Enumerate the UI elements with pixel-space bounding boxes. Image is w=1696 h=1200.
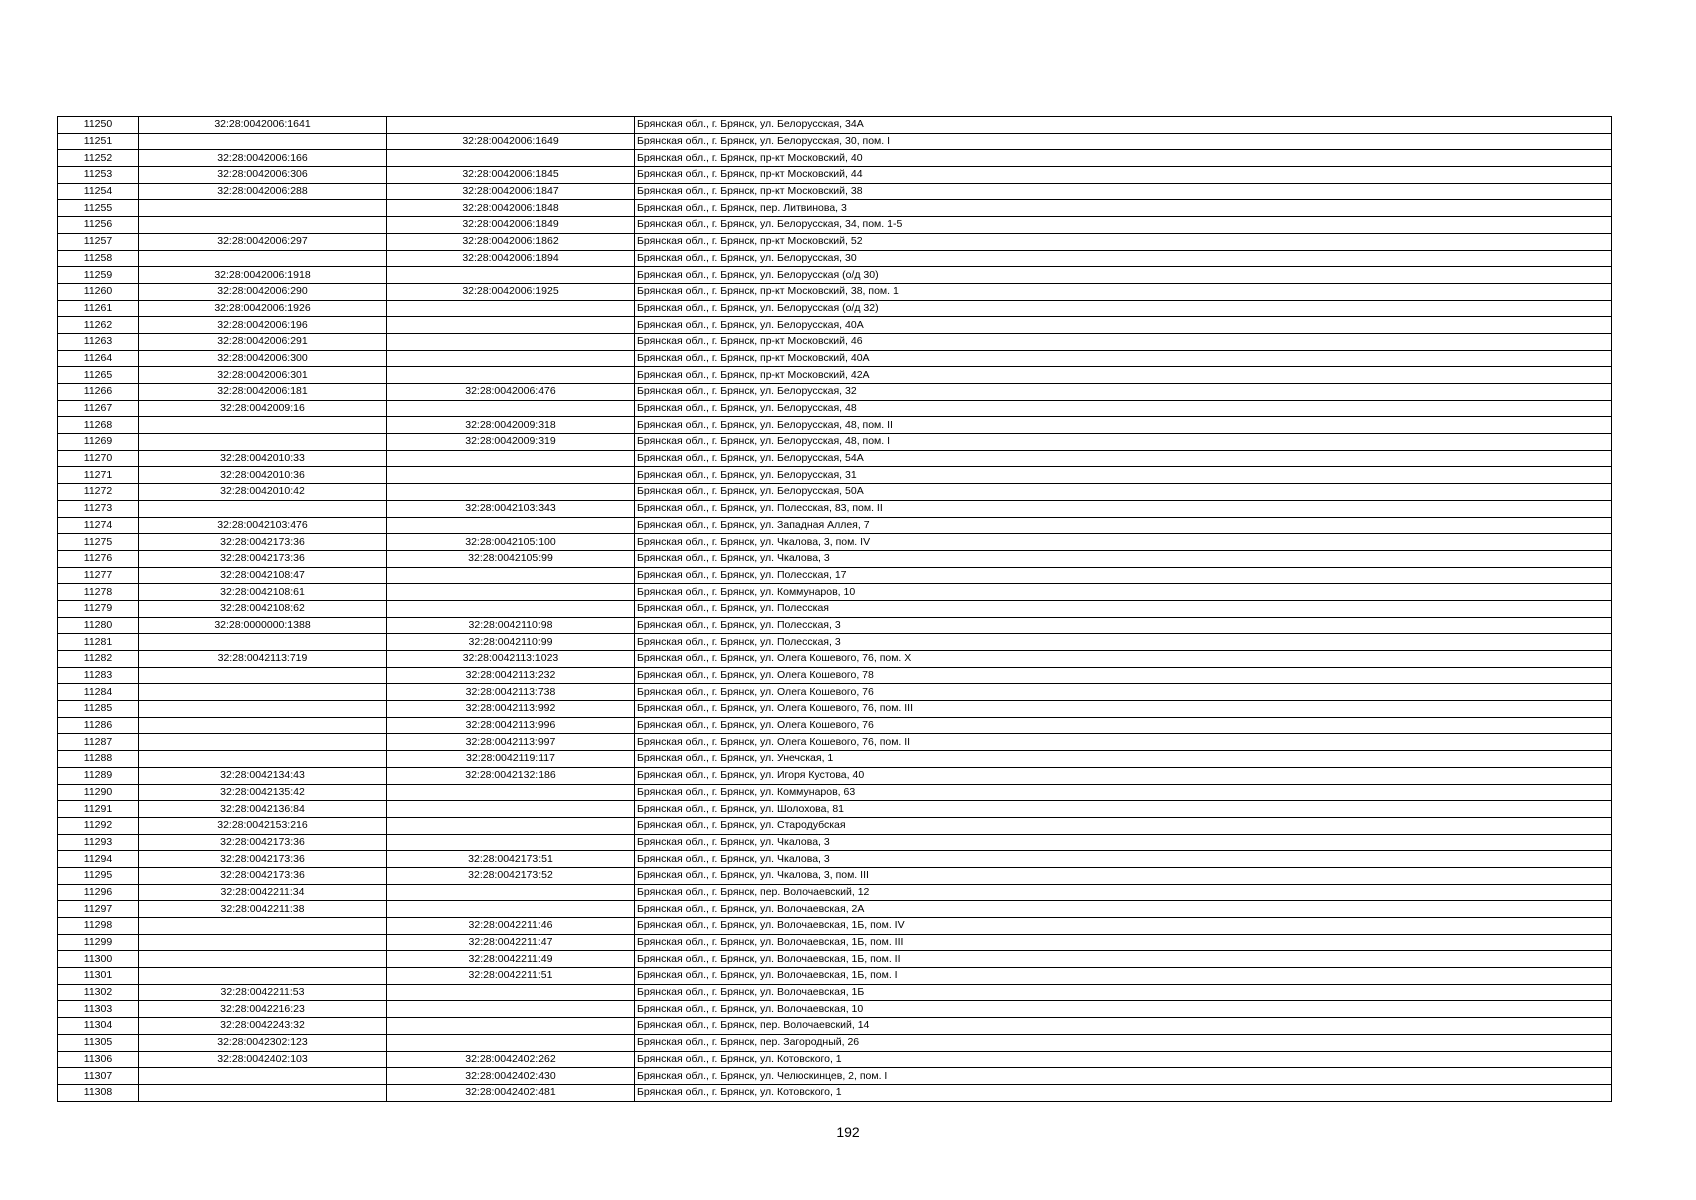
row-number-cell: 11261 [58,300,139,317]
related-cadastral-number-cell: 32:28:0042402:262 [387,1051,635,1068]
related-cadastral-number-cell: 32:28:0042402:481 [387,1084,635,1101]
related-cadastral-number-cell: 32:28:0042103:343 [387,500,635,517]
row-number-cell: 11272 [58,484,139,501]
address-cell: Брянская обл., г. Брянск, ул. Полесская [635,600,1612,617]
table-row [58,550,1612,567]
address-cell: Брянская обл., г. Брянск, ул. Белорусская, 48, пом. II [635,417,1612,434]
related-cadastral-number-cell [387,584,635,601]
address-cell: Брянская обл., г. Брянск, ул. Белорусская, 34А [635,117,1612,134]
related-cadastral-number-cell [387,817,635,834]
row-number-cell: 11303 [58,1001,139,1018]
address-cell: Брянская обл., г. Брянск, пр-кт Московский, 40 [635,150,1612,167]
address-cell: Брянская обл., г. Брянск, ул. Олега Кошевого, 76 [635,717,1612,734]
table-row [58,584,1612,601]
row-number-cell: 11252 [58,150,139,167]
table-row [58,300,1612,317]
related-cadastral-number-cell: 32:28:0042105:99 [387,550,635,567]
address-cell: Брянская обл., г. Брянск, ул. Белорусская, 34, пом. 1-5 [635,217,1612,234]
cadastral-number-cell: 32:28:0042108:47 [139,567,387,584]
related-cadastral-number-cell [387,317,635,334]
cadastral-number-cell: 32:28:0042006:166 [139,150,387,167]
address-cell: Брянская обл., г. Брянск, пр-кт Московский, 46 [635,333,1612,350]
table-row [58,734,1612,751]
address-cell: Брянская обл., г. Брянск, ул. Волочаевская, 1Б, пом. III [635,934,1612,951]
cadastral-number-cell [139,951,387,968]
table-row [58,600,1612,617]
table-row [58,484,1612,501]
table-row [58,817,1612,834]
related-cadastral-number-cell [387,350,635,367]
row-number-cell: 11290 [58,784,139,801]
row-number-cell: 11255 [58,200,139,217]
address-cell: Брянская обл., г. Брянск, ул. Волочаевская, 1Б, пом. IV [635,918,1612,935]
row-number-cell: 11293 [58,834,139,851]
cadastral-number-cell: 32:28:0042302:123 [139,1034,387,1051]
table-row [58,400,1612,417]
cadastral-number-cell: 32:28:0042153:216 [139,817,387,834]
address-cell: Брянская обл., г. Брянск, ул. Полесская, 17 [635,567,1612,584]
row-number-cell: 11285 [58,701,139,718]
address-cell: Брянская обл., г. Брянск, ул. Олега Кошевого, 76, пом. X [635,651,1612,668]
related-cadastral-number-cell: 32:28:0042006:1847 [387,183,635,200]
table-row [58,417,1612,434]
row-number-cell: 11271 [58,467,139,484]
table-row [58,767,1612,784]
row-number-cell: 11281 [58,634,139,651]
address-cell: Брянская обл., г. Брянск, ул. Челюскинцев, 2, пом. I [635,1068,1612,1085]
address-cell: Брянская обл., г. Брянск, ул. Белорусская (о/д 32) [635,300,1612,317]
address-cell: Брянская обл., г. Брянск, ул. Белорусская, 40А [635,317,1612,334]
related-cadastral-number-cell [387,300,635,317]
table-row [58,350,1612,367]
cadastral-number-cell [139,133,387,150]
cadastral-number-cell [139,250,387,267]
table-row [58,751,1612,768]
related-cadastral-number-cell: 32:28:0042009:318 [387,417,635,434]
related-cadastral-number-cell: 32:28:0042113:1023 [387,651,635,668]
address-cell: Брянская обл., г. Брянск, ул. Волочаевская, 2А [635,901,1612,918]
table-row [58,1018,1612,1035]
cadastral-number-cell: 32:28:0042006:1918 [139,267,387,284]
related-cadastral-number-cell [387,984,635,1001]
related-cadastral-number-cell [387,801,635,818]
cadastral-number-cell: 32:28:0042216:23 [139,1001,387,1018]
related-cadastral-number-cell [387,884,635,901]
address-cell: Брянская обл., г. Брянск, ул. Шолохова, 81 [635,801,1612,818]
row-number-cell: 11289 [58,767,139,784]
address-cell: Брянская обл., г. Брянск, пер. Загородный, 26 [635,1034,1612,1051]
related-cadastral-number-cell: 32:28:0042006:1862 [387,233,635,250]
cadastral-number-cell: 32:28:0042173:36 [139,550,387,567]
table-row [58,834,1612,851]
address-cell: Брянская обл., г. Брянск, ул. Волочаевская, 10 [635,1001,1612,1018]
address-cell: Брянская обл., г. Брянск, пер. Волочаевский, 14 [635,1018,1612,1035]
row-number-cell: 11270 [58,450,139,467]
table-row [58,1084,1612,1101]
address-cell: Брянская обл., г. Брянск, ул. Чкалова, 3 [635,550,1612,567]
cadastral-number-cell [139,667,387,684]
row-number-cell: 11269 [58,434,139,451]
row-number-cell: 11291 [58,801,139,818]
address-cell: Брянская обл., г. Брянск, ул. Коммунаров, 63 [635,784,1612,801]
related-cadastral-number-cell: 32:28:0042211:51 [387,968,635,985]
address-cell: Брянская обл., г. Брянск, ул. Полесская, 3 [635,634,1612,651]
related-cadastral-number-cell: 32:28:0042006:1848 [387,200,635,217]
address-cell: Брянская обл., г. Брянск, ул. Белорусская, 48, пом. I [635,434,1612,451]
table-row [58,267,1612,284]
table-row [58,233,1612,250]
row-number-cell: 11305 [58,1034,139,1051]
related-cadastral-number-cell: 32:28:0042110:98 [387,617,635,634]
address-cell: Брянская обл., г. Брянск, ул. Чкалова, 3 [635,851,1612,868]
address-cell: Брянская обл., г. Брянск, ул. Олега Кошевого, 78 [635,667,1612,684]
row-number-cell: 11250 [58,117,139,134]
row-number-cell: 11304 [58,1018,139,1035]
row-number-cell: 11277 [58,567,139,584]
cadastral-number-cell: 32:28:0042103:476 [139,517,387,534]
table-row [58,701,1612,718]
address-cell: Брянская обл., г. Брянск, ул. Белорусская, 32 [635,384,1612,401]
cadastral-number-cell: 32:28:0042006:291 [139,333,387,350]
cadastral-number-cell [139,717,387,734]
table-row [58,634,1612,651]
table-row [58,283,1612,300]
table-row [58,984,1612,1001]
address-cell: Брянская обл., г. Брянск, ул. Белорусская, 50А [635,484,1612,501]
related-cadastral-number-cell: 32:28:0042211:47 [387,934,635,951]
address-cell: Брянская обл., г. Брянск, ул. Чкалова, 3, пом. III [635,867,1612,884]
cadastral-number-cell: 32:28:0042108:61 [139,584,387,601]
table-row [58,217,1612,234]
table-row [58,200,1612,217]
row-number-cell: 11260 [58,283,139,300]
table-row [58,884,1612,901]
cadastral-number-cell [139,434,387,451]
table-row [58,517,1612,534]
table-row [58,951,1612,968]
related-cadastral-number-cell: 32:28:0042402:430 [387,1068,635,1085]
related-cadastral-number-cell: 32:28:0042211:49 [387,951,635,968]
address-cell: Брянская обл., г. Брянск, ул. Белорусская, 48 [635,400,1612,417]
row-number-cell: 11273 [58,500,139,517]
row-number-cell: 11307 [58,1068,139,1085]
related-cadastral-number-cell [387,267,635,284]
related-cadastral-number-cell: 32:28:0042113:996 [387,717,635,734]
cadastral-number-cell: 32:28:0042006:288 [139,183,387,200]
cadastral-number-cell: 32:28:0042173:36 [139,534,387,551]
table-body [58,117,1612,1102]
table-row [58,617,1612,634]
address-cell: Брянская обл., г. Брянск, пр-кт Московский, 38, пом. 1 [635,283,1612,300]
table-row [58,1034,1612,1051]
row-number-cell: 11292 [58,817,139,834]
cadastral-number-cell: 32:28:0042006:297 [139,233,387,250]
page-number: 192 [836,1124,860,1140]
address-cell: Брянская обл., г. Брянск, ул. Коммунаров, 10 [635,584,1612,601]
related-cadastral-number-cell: 32:28:0042006:476 [387,384,635,401]
table-row [58,534,1612,551]
related-cadastral-number-cell: 32:28:0042113:232 [387,667,635,684]
table-row [58,667,1612,684]
row-number-cell: 11297 [58,901,139,918]
address-cell: Брянская обл., г. Брянск, ул. Белорусская, 30 [635,250,1612,267]
address-cell: Брянская обл., г. Брянск, ул. Волочаевская, 1Б, пом. I [635,968,1612,985]
row-number-cell: 11284 [58,684,139,701]
related-cadastral-number-cell [387,150,635,167]
address-cell: Брянская обл., г. Брянск, пер. Волочаевский, 12 [635,884,1612,901]
related-cadastral-number-cell [387,484,635,501]
cadastral-number-cell [139,918,387,935]
address-cell: Брянская обл., г. Брянск, ул. Полесская, 83, пом. II [635,500,1612,517]
cadastral-number-cell: 32:28:0042010:36 [139,467,387,484]
table-row [58,167,1612,184]
address-cell: Брянская обл., г. Брянск, пр-кт Московский, 44 [635,167,1612,184]
related-cadastral-number-cell: 32:28:0042006:1894 [387,250,635,267]
row-number-cell: 11302 [58,984,139,1001]
cadastral-number-cell [139,500,387,517]
row-number-cell: 11266 [58,384,139,401]
cadastral-number-cell: 32:28:0042135:42 [139,784,387,801]
cadastral-number-cell [139,684,387,701]
row-number-cell: 11259 [58,267,139,284]
row-number-cell: 11267 [58,400,139,417]
row-number-cell: 11301 [58,968,139,985]
table-row [58,133,1612,150]
address-cell: Брянская обл., г. Брянск, ул. Олега Кошевого, 76, пом. II [635,734,1612,751]
address-cell: Брянская обл., г. Брянск, ул. Волочаевская, 1Б [635,984,1612,1001]
address-cell: Брянская обл., г. Брянск, ул. Олега Кошевого, 76 [635,684,1612,701]
row-number-cell: 11253 [58,167,139,184]
row-number-cell: 11280 [58,617,139,634]
table-row [58,934,1612,951]
cadastral-number-cell: 32:28:0042010:33 [139,450,387,467]
related-cadastral-number-cell [387,367,635,384]
related-cadastral-number-cell [387,1001,635,1018]
row-number-cell: 11251 [58,133,139,150]
row-number-cell: 11279 [58,600,139,617]
related-cadastral-number-cell [387,567,635,584]
address-cell: Брянская обл., г. Брянск, ул. Западная Аллея, 7 [635,517,1612,534]
address-cell: Брянская обл., г. Брянск, пр-кт Московский, 40А [635,350,1612,367]
table-row [58,901,1612,918]
cadastral-number-cell: 32:28:0042006:196 [139,317,387,334]
address-cell: Брянская обл., г. Брянск, ул. Волочаевская, 1Б, пом. II [635,951,1612,968]
row-number-cell: 11262 [58,317,139,334]
related-cadastral-number-cell [387,901,635,918]
cadastral-number-cell [139,968,387,985]
table-row [58,434,1612,451]
cadastral-number-cell: 32:28:0042173:36 [139,851,387,868]
row-number-cell: 11294 [58,851,139,868]
row-number-cell: 11300 [58,951,139,968]
address-cell: Брянская обл., г. Брянск, пр-кт Московский, 52 [635,233,1612,250]
row-number-cell: 11286 [58,717,139,734]
cadastral-number-cell: 32:28:0042009:16 [139,400,387,417]
cadastral-number-cell [139,734,387,751]
related-cadastral-number-cell: 32:28:0042110:99 [387,634,635,651]
row-number-cell: 11308 [58,1084,139,1101]
row-number-cell: 11263 [58,333,139,350]
address-cell: Брянская обл., г. Брянск, пр-кт Московский, 38 [635,183,1612,200]
related-cadastral-number-cell: 32:28:0042211:46 [387,918,635,935]
table-row [58,918,1612,935]
related-cadastral-number-cell: 32:28:0042173:52 [387,867,635,884]
address-cell: Брянская обл., г. Брянск, ул. Игоря Кустова, 40 [635,767,1612,784]
table-row [58,333,1612,350]
related-cadastral-number-cell: 32:28:0042006:1649 [387,133,635,150]
table-row [58,851,1612,868]
cadastral-number-cell: 32:28:0042006:301 [139,367,387,384]
related-cadastral-number-cell [387,1018,635,1035]
related-cadastral-number-cell: 32:28:0042009:319 [387,434,635,451]
cadastral-number-cell: 32:28:0042006:290 [139,283,387,300]
table-row [58,1068,1612,1085]
related-cadastral-number-cell [387,467,635,484]
table-row [58,500,1612,517]
table-row [58,784,1612,801]
table-row [58,367,1612,384]
related-cadastral-number-cell [387,450,635,467]
cadastral-number-cell: 32:28:0000000:1388 [139,617,387,634]
table-row [58,867,1612,884]
address-cell: Брянская обл., г. Брянск, ул. Котовского, 1 [635,1084,1612,1101]
table-row [58,1001,1612,1018]
cadastral-number-cell [139,200,387,217]
row-number-cell: 11258 [58,250,139,267]
cadastral-number-cell: 32:28:0042211:53 [139,984,387,1001]
address-cell: Брянская обл., г. Брянск, ул. Белорусская (о/д 30) [635,267,1612,284]
row-number-cell: 11283 [58,667,139,684]
row-number-cell: 11274 [58,517,139,534]
row-number-cell: 11306 [58,1051,139,1068]
table-row [58,183,1612,200]
related-cadastral-number-cell [387,117,635,134]
row-number-cell: 11295 [58,867,139,884]
cadastral-number-cell: 32:28:0042010:42 [139,484,387,501]
related-cadastral-number-cell: 32:28:0042006:1925 [387,283,635,300]
table-row [58,150,1612,167]
cadastral-number-cell: 32:28:0042402:103 [139,1051,387,1068]
related-cadastral-number-cell: 32:28:0042006:1849 [387,217,635,234]
related-cadastral-number-cell: 32:28:0042119:117 [387,751,635,768]
cadastral-number-cell: 32:28:0042173:36 [139,834,387,851]
table-row [58,717,1612,734]
related-cadastral-number-cell [387,784,635,801]
row-number-cell: 11296 [58,884,139,901]
address-cell: Брянская обл., г. Брянск, ул. Белорусская, 31 [635,467,1612,484]
cadastral-number-cell [139,417,387,434]
cadastral-number-cell: 32:28:0042006:181 [139,384,387,401]
row-number-cell: 11276 [58,550,139,567]
related-cadastral-number-cell [387,1034,635,1051]
table-row [58,968,1612,985]
cadastral-number-cell [139,1084,387,1101]
address-cell: Брянская обл., г. Брянск, ул. Чкалова, 3 [635,834,1612,851]
table-row [58,567,1612,584]
address-cell: Брянская обл., г. Брянск, ул. Унечская, 1 [635,751,1612,768]
cadastral-number-cell: 32:28:0042211:34 [139,884,387,901]
row-number-cell: 11268 [58,417,139,434]
related-cadastral-number-cell: 32:28:0042113:738 [387,684,635,701]
table-row [58,317,1612,334]
row-number-cell: 11256 [58,217,139,234]
related-cadastral-number-cell: 32:28:0042113:997 [387,734,635,751]
address-cell: Брянская обл., г. Брянск, ул. Чкалова, 3, пом. IV [635,534,1612,551]
related-cadastral-number-cell [387,333,635,350]
table-row [58,467,1612,484]
related-cadastral-number-cell [387,600,635,617]
address-cell: Брянская обл., г. Брянск, ул. Стародубская [635,817,1612,834]
table-row [58,684,1612,701]
table-row [58,117,1612,134]
cadastral-number-cell [139,217,387,234]
cadastral-number-cell [139,934,387,951]
table-row [58,250,1612,267]
table-row [58,450,1612,467]
row-number-cell: 11299 [58,934,139,951]
cadastral-number-cell [139,751,387,768]
cadastral-number-cell: 32:28:0042134:43 [139,767,387,784]
related-cadastral-number-cell: 32:28:0042132:186 [387,767,635,784]
row-number-cell: 11265 [58,367,139,384]
row-number-cell: 11298 [58,918,139,935]
cadastral-number-cell: 32:28:0042006:300 [139,350,387,367]
address-cell: Брянская обл., г. Брянск, ул. Белорусская, 30, пом. I [635,133,1612,150]
related-cadastral-number-cell [387,834,635,851]
cadastral-number-cell: 32:28:0042211:38 [139,901,387,918]
related-cadastral-number-cell [387,517,635,534]
row-number-cell: 11287 [58,734,139,751]
related-cadastral-number-cell: 32:28:0042006:1845 [387,167,635,184]
registry-table [57,116,1612,1102]
row-number-cell: 11264 [58,350,139,367]
address-cell: Брянская обл., г. Брянск, ул. Олега Кошевого, 76, пом. III [635,701,1612,718]
cadastral-number-cell: 32:28:0042173:36 [139,867,387,884]
related-cadastral-number-cell [387,400,635,417]
row-number-cell: 11275 [58,534,139,551]
cadastral-number-cell [139,634,387,651]
cadastral-number-cell: 32:28:0042243:32 [139,1018,387,1035]
cadastral-number-cell: 32:28:0042108:62 [139,600,387,617]
address-cell: Брянская обл., г. Брянск, ул. Белорусская, 54А [635,450,1612,467]
row-number-cell: 11254 [58,183,139,200]
table-row [58,801,1612,818]
cadastral-number-cell [139,1068,387,1085]
cadastral-number-cell: 32:28:0042006:306 [139,167,387,184]
table-row [58,1051,1612,1068]
cadastral-number-cell: 32:28:0042113:719 [139,651,387,668]
row-number-cell: 11278 [58,584,139,601]
address-cell: Брянская обл., г. Брянск, ул. Котовского, 1 [635,1051,1612,1068]
table-row [58,651,1612,668]
related-cadastral-number-cell: 32:28:0042105:100 [387,534,635,551]
row-number-cell: 11288 [58,751,139,768]
table-row [58,384,1612,401]
row-number-cell: 11257 [58,233,139,250]
address-cell: Брянская обл., г. Брянск, ул. Полесская, 3 [635,617,1612,634]
cadastral-number-cell: 32:28:0042006:1641 [139,117,387,134]
row-number-cell: 11282 [58,651,139,668]
cadastral-number-cell: 32:28:0042006:1926 [139,300,387,317]
cadastral-number-cell: 32:28:0042136:84 [139,801,387,818]
address-cell: Брянская обл., г. Брянск, пер. Литвинова, 3 [635,200,1612,217]
related-cadastral-number-cell: 32:28:0042113:992 [387,701,635,718]
address-cell: Брянская обл., г. Брянск, пр-кт Московский, 42А [635,367,1612,384]
cadastral-number-cell [139,701,387,718]
related-cadastral-number-cell: 32:28:0042173:51 [387,851,635,868]
